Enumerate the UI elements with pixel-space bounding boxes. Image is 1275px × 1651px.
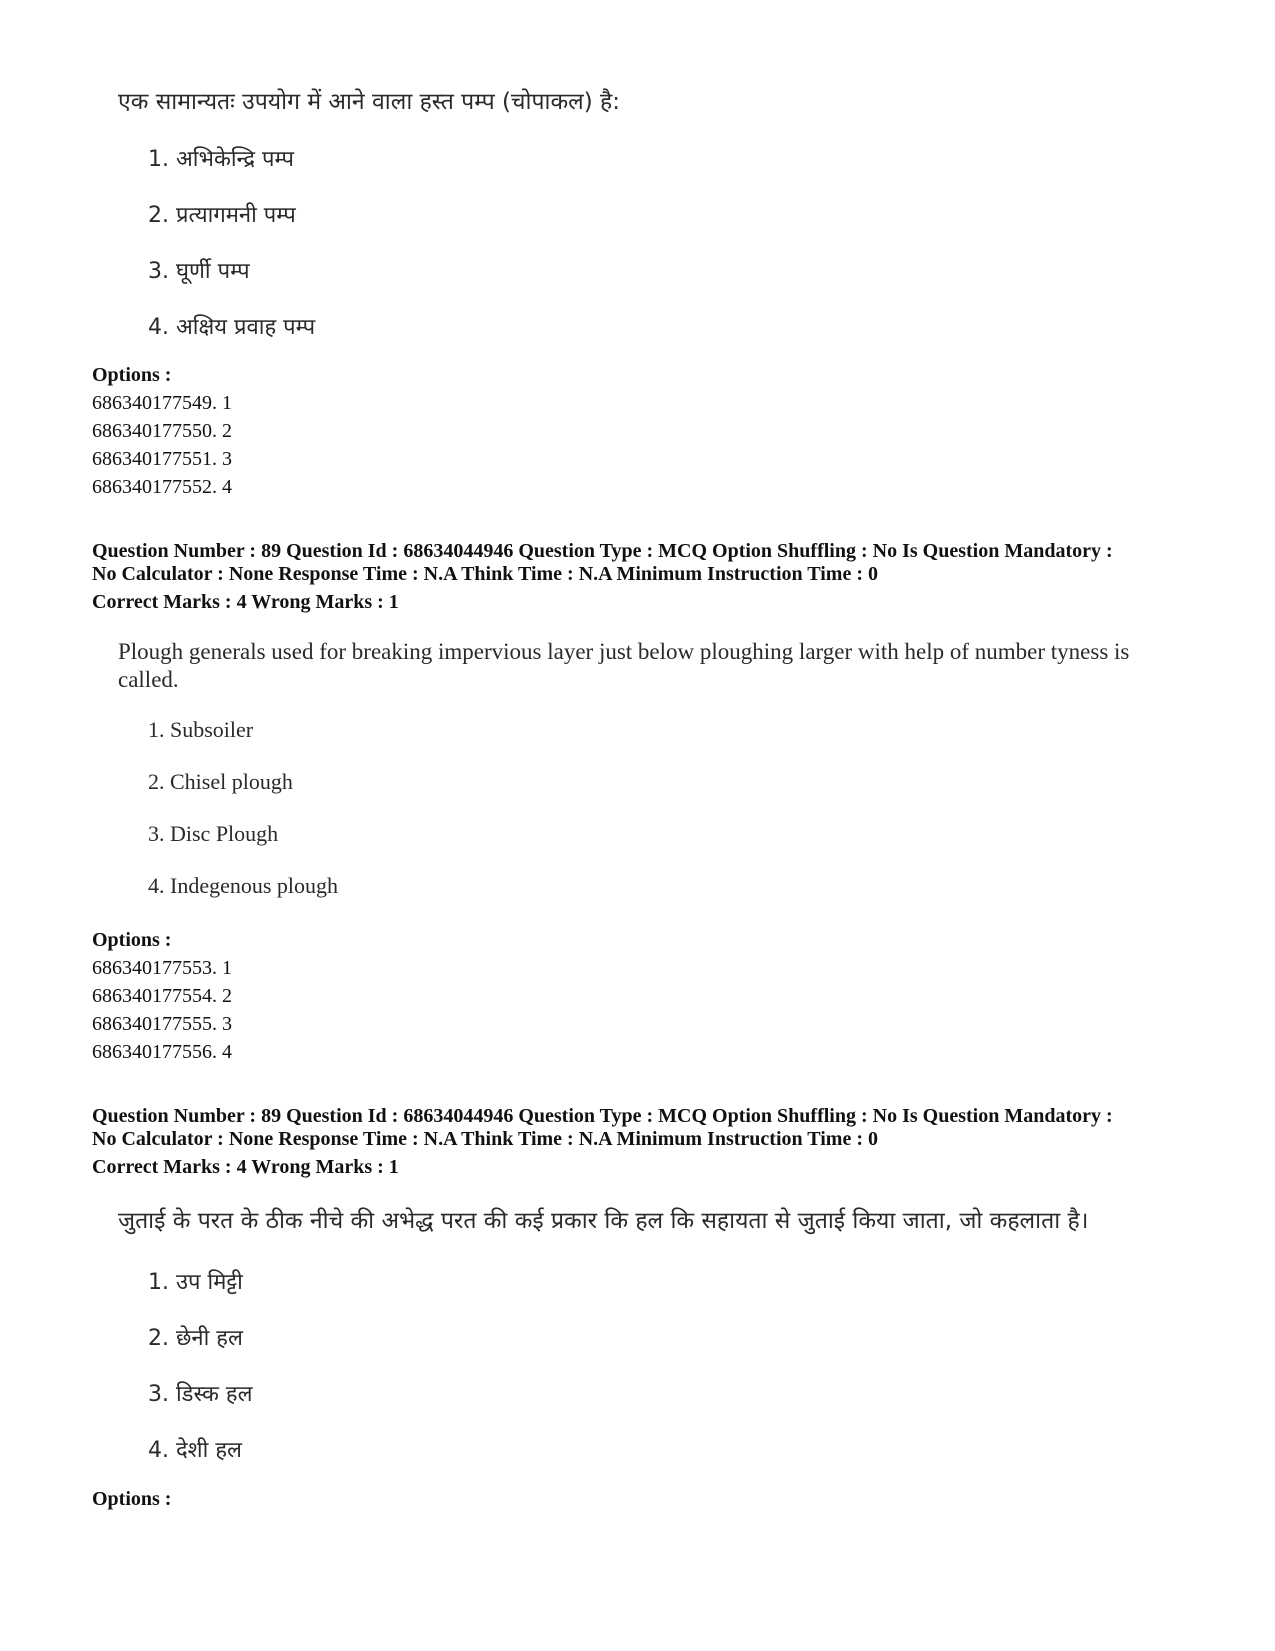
question-text: एक सामान्यतः उपयोग में आने वाला हस्त पम्प (चोपाकल) है: [118,89,620,115]
question-marks: Correct Marks : 4 Wrong Marks : 1 [92,1156,399,1178]
question-meta-line2: No Calculator : None Response Time : N.A Think Time : N.A Minimum Instruction Time : 0 [92,1128,878,1150]
option-id-2: 686340177550. 2 [92,420,232,442]
question-meta-line1: Question Number : 89 Question Id : 68634044946 Question Type : MCQ Option Shuffling : No Is Question Mandatory : [92,540,1113,562]
choice-2: 2. प्रत्यागमनी पम्प [148,203,296,228]
options-label: Options : [92,1488,172,1510]
choice-2: 2. Chisel plough [148,769,293,794]
choice-4: 4. देशी हल [148,1438,242,1463]
option-id-1: 686340177553. 1 [92,957,232,979]
choice-4: 4. Indegenous plough [148,873,339,898]
options-label: Options : [92,929,172,951]
option-id-2: 686340177554. 2 [92,985,232,1007]
choice-4: 4. अक्षिय प्रवाह पम्प [148,315,316,340]
option-id-4: 686340177552. 4 [92,476,232,498]
question-meta-line2: No Calculator : None Response Time : N.A Think Time : N.A Minimum Instruction Time : 0 [92,563,878,585]
choice-2: 2. छेनी हल [148,1326,243,1351]
question-marks: Correct Marks : 4 Wrong Marks : 1 [92,591,399,613]
choice-1: 1. Subsoiler [148,717,254,742]
options-label: Options : [92,364,172,386]
choice-1: 1. अभिकेन्द्रि पम्प [148,147,295,172]
question-text: Plough generals used for breaking impervious layer just below ploughing larger with help of number tyness is called. [118,639,1130,692]
option-id-4: 686340177556. 4 [92,1041,232,1063]
option-id-3: 686340177551. 3 [92,448,232,470]
choice-3: 3. Disc Plough [148,821,279,846]
choice-3: 3. डिस्क हल [148,1382,253,1407]
option-id-1: 686340177549. 1 [92,392,232,414]
choice-1: 1. उप मिट्टी [148,1270,243,1295]
question-meta-line1: Question Number : 89 Question Id : 68634044946 Question Type : MCQ Option Shuffling : No Is Question Mandatory : [92,1105,1113,1127]
question-text: जुताई के परत के ठीक नीचे की अभेद्ध परत की कई प्रकार कि हल कि सहायता से जुताई किया जाता, जो कहलाता है। [118,1208,1089,1234]
option-id-3: 686340177555. 3 [92,1013,232,1035]
choice-3: 3. घूर्णी पम्प [148,259,250,284]
